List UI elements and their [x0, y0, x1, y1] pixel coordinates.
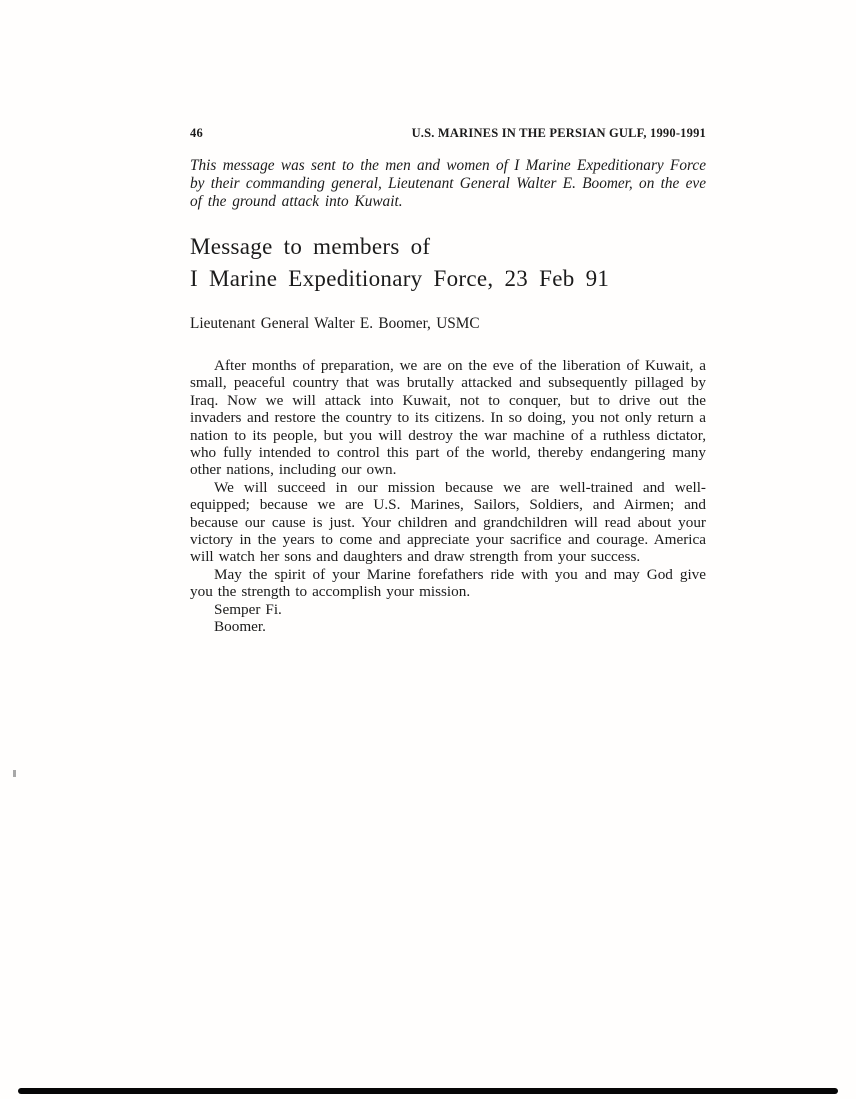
signoff-boomer: Boomer.	[214, 618, 266, 636]
message-body	[190, 357, 706, 636]
scan-speck-artifact	[13, 770, 16, 777]
running-title: U.S. MARINES IN THE PERSIAN GULF, 1990-1991	[411, 126, 706, 140]
page-content-column	[190, 126, 706, 636]
editorial-note: This message was sent to the men and women of I Marine Expeditionary Force by their commanding general, Lieutenant General Walter E. Boomer, on the eve of the ground attack into Kuwait.	[190, 157, 706, 210]
scan-line-artifact	[18, 1088, 838, 1094]
byline: Lieutenant General Walter E. Boomer, USMC	[190, 315, 480, 332]
paragraph-1: After months of preparation, we are on the eve of the liberation of Kuwait, a small, peaceful country that was brutally attacked and subsequently pillaged by Iraq. Now we will attack into Kuwait, not to conquer, but to drive out the invaders and restore the country to its citizens. In so doing, you not only return a nation to its people, but you will destroy the war machine of a ruthless dictator, who fully intended to control this part of the world, thereby endangering many other nations, including our own.	[190, 357, 706, 479]
page-header	[190, 126, 706, 141]
paragraph-2: We will succeed in our mission because we are well-trained and well-equipped; because we are U.S. Marines, Sailors, Soldiers, and Airmen; and because our cause is just. Your children and grandchildren will read about your victory in the years to come and appreciate your sacrifice and courage. America will watch her sons and daughters and draw strength from your success.	[190, 478, 706, 566]
article-title-line1: Message to members of	[190, 234, 431, 259]
page-number: 46	[190, 126, 203, 140]
signoff-semper-fi: Semper Fi.	[214, 600, 282, 618]
article-title	[190, 231, 706, 295]
article-title-line2: I Marine Expeditionary Force, 23 Feb 91	[190, 266, 610, 291]
paragraph-3: May the spirit of your Marine forefathers ride with you and may God give you the strength to accomplish your mission.	[190, 565, 706, 601]
